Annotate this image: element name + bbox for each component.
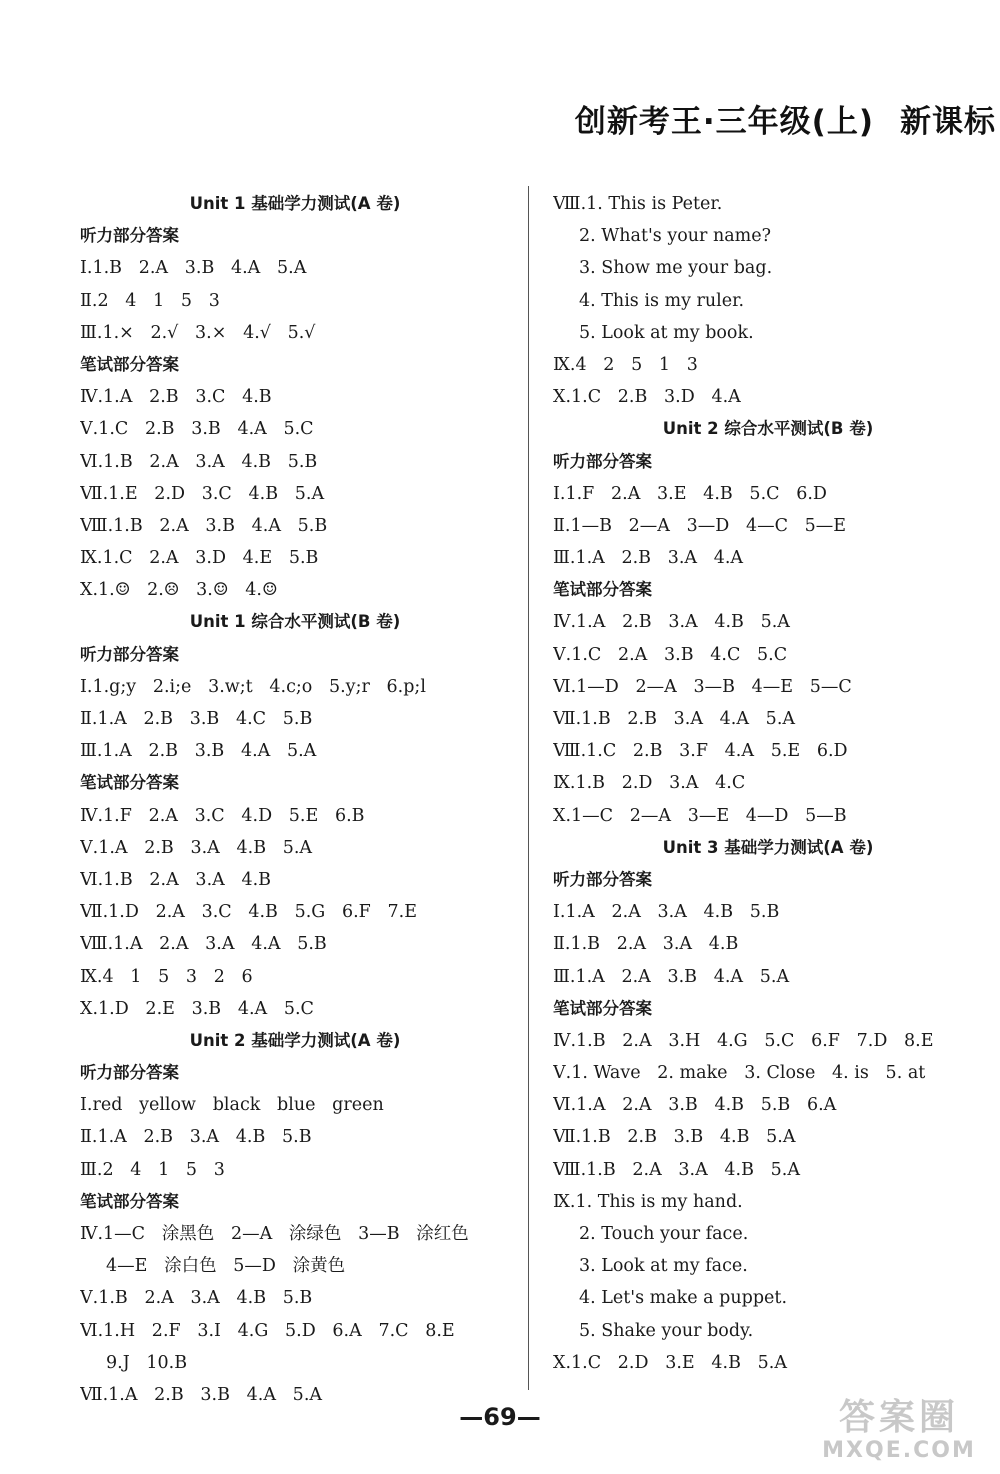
answer-line: Ⅳ.1.F 2.A 3.C 4.D 5.E 6.B — [80, 805, 365, 826]
answer-line: Ⅳ.1—C 涂黑色 2—A 涂绿色 3—B 涂红色 — [80, 1224, 469, 1244]
answer-line: Ⅵ.1.B 2.A 3.A 4.B — [80, 869, 272, 890]
answer-line-continued: 3. Look at my face. — [579, 1256, 748, 1277]
answer-line-continued: 2. Touch your face. — [579, 1224, 749, 1244]
answer-line: Ⅶ.1.B 2.B 3.B 4.B 5.A — [553, 1127, 796, 1148]
right-column — [553, 188, 983, 1379]
section-heading: Unit 2 综合水平测试(B 卷) — [662, 419, 874, 439]
answer-line: Ⅰ.1.g;y 2.i;e 3.w;t 4.c;o 5.y;r 6.p;l — [80, 676, 426, 697]
answer-line: Ⅲ.1.× 2.√ 3.× 4.√ 5.√ — [80, 322, 316, 343]
subsection-heading: 听力部分答案 — [553, 451, 652, 471]
page-number: —69— — [459, 1403, 541, 1431]
subsection-heading: 听力部分答案 — [80, 644, 179, 664]
answer-line-continued: 5. Shake your body. — [579, 1320, 754, 1341]
answer-line: Ⅴ.1.C 2.B 3.B 4.A 5.C — [80, 419, 314, 440]
answer-line: Ⅹ.1.C 2.B 3.D 4.A — [553, 387, 741, 408]
answer-line: Ⅹ.1.D 2.E 3.B 4.A 5.C — [80, 998, 314, 1019]
subsection-heading: 笔试部分答案 — [80, 1191, 179, 1211]
answer-line: Ⅵ.1.B 2.A 3.A 4.B 5.B — [80, 451, 318, 472]
book-subtitle: 新课标 — [900, 104, 996, 140]
answer-line: Ⅸ.1.B 2.D 3.A 4.C — [553, 773, 746, 794]
answer-line: Ⅴ.1.A 2.B 3.A 4.B 5.A — [80, 837, 313, 858]
answer-line: Ⅷ.1.A 2.A 3.A 4.A 5.B — [80, 934, 327, 955]
answer-line: Ⅸ.4 1 5 3 2 6 — [80, 966, 253, 987]
book-title: 创新考王·三年级(上) — [574, 104, 874, 140]
subsection-heading: 笔试部分答案 — [80, 773, 179, 793]
answer-line: Ⅵ.1.A 2.A 3.B 4.B 5.B 6.A — [553, 1095, 837, 1116]
answer-line: Ⅷ.1.B 2.A 3.A 4.B 5.A — [553, 1159, 800, 1180]
section-heading: Unit 2 基础学力测试(A 卷) — [189, 1030, 401, 1050]
answer-line: Ⅳ.1.B 2.A 3.H 4.G 5.C 6.F 7.D 8.E — [553, 1030, 934, 1051]
answer-line: Ⅱ.1—B 2—A 3—D 4—C 5—E — [553, 515, 847, 536]
answer-line: Ⅷ.1. This is Peter. — [553, 194, 723, 214]
subsection-heading: 笔试部分答案 — [553, 998, 652, 1018]
watermark-text-top: 答案圈 — [838, 1397, 959, 1438]
answer-line: Ⅵ.1.H 2.F 3.I 4.G 5.D 6.A 7.C 8.E — [80, 1320, 455, 1341]
answer-line: Ⅹ.1.C 2.D 3.E 4.B 5.A — [553, 1352, 787, 1373]
answer-line: Ⅰ.red yellow black blue green — [80, 1095, 384, 1116]
answer-line: Ⅳ.1.A 2.B 3.A 4.B 5.A — [553, 612, 790, 633]
answer-line: Ⅵ.1—D 2—A 3—B 4—E 5—C — [553, 676, 852, 697]
subsection-heading: 笔试部分答案 — [80, 354, 179, 374]
subsection-heading: 听力部分答案 — [80, 226, 179, 246]
answer-line: Ⅸ.4 2 5 1 3 — [553, 354, 698, 375]
column-divider — [528, 186, 529, 1390]
subsection-heading: 听力部分答案 — [553, 869, 652, 889]
answer-line: Ⅲ.1.A 2.B 3.A 4.A — [553, 548, 744, 569]
answer-line: Ⅱ.1.B 2.A 3.A 4.B — [553, 934, 739, 955]
watermark-logo — [804, 1398, 994, 1468]
answer-line: Ⅱ.2 4 1 5 3 — [80, 290, 220, 311]
section-heading: Unit 1 综合水平测试(B 卷) — [189, 612, 401, 632]
answer-line: Ⅴ.1.C 2.A 3.B 4.C 5.C — [553, 644, 788, 665]
answer-line: Ⅸ.1. This is my hand. — [553, 1191, 743, 1212]
answer-line-continued: 4. Let's make a puppet. — [579, 1288, 788, 1309]
answer-line: Ⅱ.1.A 2.B 3.B 4.C 5.B — [80, 709, 313, 729]
answer-line-continued: 9.J 10.B — [106, 1352, 188, 1373]
book-header — [575, 96, 996, 141]
answer-line: Ⅲ.1.A 2.A 3.B 4.A 5.A — [553, 966, 790, 987]
answer-line-continued: 3. Show me your bag. — [579, 258, 773, 279]
answer-line: Ⅰ.1.F 2.A 3.E 4.B 5.C 6.D — [553, 483, 827, 504]
section-heading: Unit 1 基础学力测试(A 卷) — [189, 194, 401, 213]
answer-line-continued: 4. This is my ruler. — [579, 290, 745, 311]
left-column — [80, 188, 510, 1411]
answer-line: Ⅲ.2 4 1 5 3 — [80, 1159, 225, 1180]
watermark-text-bottom: MXQE.COM — [822, 1438, 976, 1463]
answer-line: Ⅶ.1.E 2.D 3.C 4.B 5.A — [80, 483, 325, 504]
answer-line: Ⅴ.1.B 2.A 3.A 4.B 5.B — [80, 1288, 313, 1309]
answer-line: Ⅹ.1—C 2—A 3—E 4—D 5—B — [553, 805, 847, 826]
answer-line: Ⅰ.1.A 2.A 3.A 4.B 5.B — [553, 902, 780, 923]
answer-line: Ⅱ.1.A 2.B 3.A 4.B 5.B — [80, 1127, 312, 1148]
section-heading: Unit 3 基础学力测试(A 卷) — [662, 837, 874, 857]
answer-line: Ⅷ.1.B 2.A 3.B 4.A 5.B — [80, 515, 328, 536]
answer-line: Ⅲ.1.A 2.B 3.B 4.A 5.A — [80, 741, 317, 762]
subsection-heading: 笔试部分答案 — [553, 580, 652, 600]
answer-line: Ⅹ.1.☺ 2.☹ 3.☺ 4.☺ — [80, 580, 278, 601]
answer-line-continued: 2. What's your name? — [579, 226, 771, 247]
answer-line: Ⅶ.1.D 2.A 3.C 4.B 5.G 6.F 7.E — [80, 902, 417, 923]
answer-line: Ⅶ.1.A 2.B 3.B 4.A 5.A — [80, 1384, 323, 1405]
answer-line: Ⅸ.1.C 2.A 3.D 4.E 5.B — [80, 548, 319, 569]
answer-line: Ⅷ.1.C 2.B 3.F 4.A 5.E 6.D — [553, 741, 848, 762]
answer-line: Ⅳ.1.A 2.B 3.C 4.B — [80, 387, 272, 408]
answer-line: Ⅰ.1.B 2.A 3.B 4.A 5.A — [80, 258, 307, 279]
answer-line-continued: 5. Look at my book. — [579, 322, 754, 343]
answer-line: Ⅶ.1.B 2.B 3.A 4.A 5.A — [553, 709, 796, 729]
answer-line: Ⅴ.1. Wave 2. make 3. Close 4. is 5. at — [553, 1063, 926, 1084]
subsection-heading: 听力部分答案 — [80, 1063, 179, 1083]
answer-line-continued: 4—E 涂白色 5—D 涂黄色 — [106, 1256, 346, 1277]
